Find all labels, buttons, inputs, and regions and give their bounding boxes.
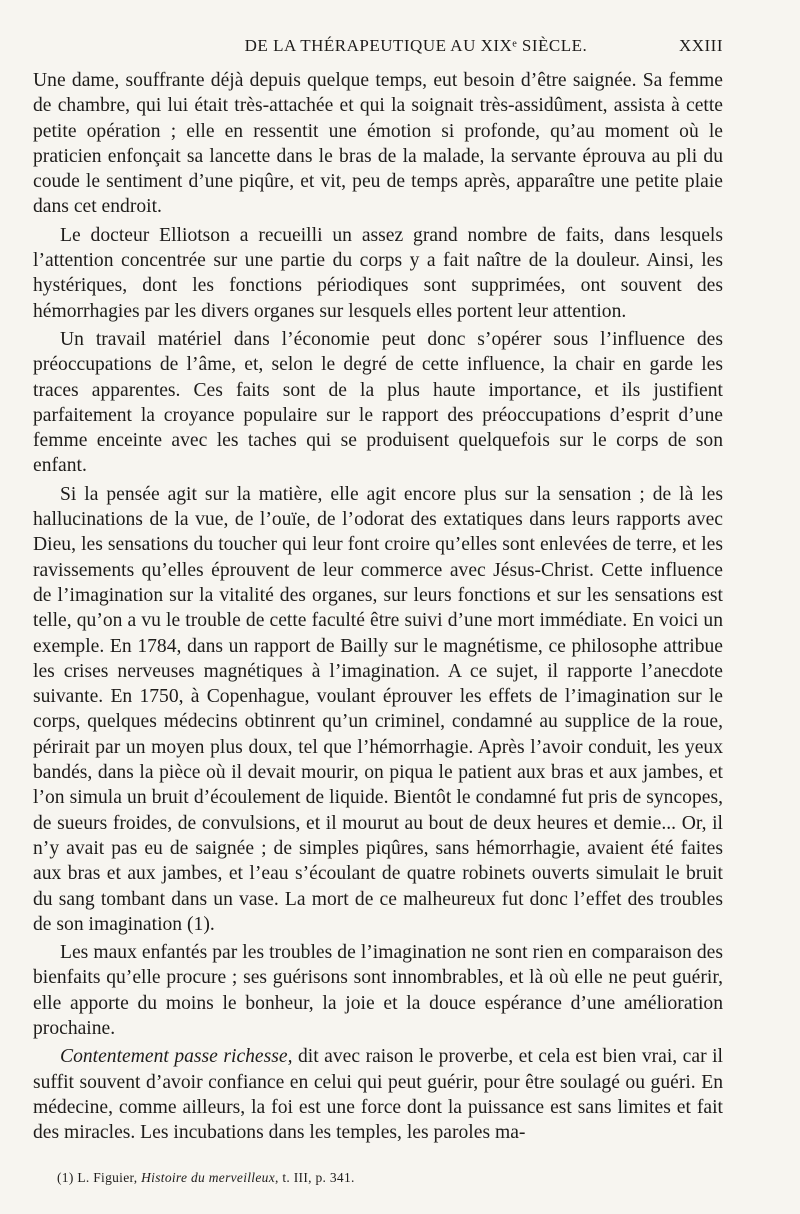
- footnote: [57, 1170, 355, 1186]
- page-number: XXIII: [678, 36, 723, 55]
- body-text: [33, 68, 723, 1145]
- footnote-reference: , t. III, p. 341.: [275, 1170, 355, 1185]
- book-page: [33, 36, 723, 1145]
- paragraph-1: [33, 68, 723, 220]
- footnote-marker: (1) L. Figuier,: [57, 1170, 142, 1185]
- running-head-title: DE LA THÉRAPEUTIQUE AU XIXᵉ SIÈCLE.: [244, 36, 588, 55]
- running-head: [33, 36, 723, 66]
- paragraph-text: dit avec raison le proverbe, et cela est bien vrai, car il suffit souvent d’avoir confiance en celui qui peut guérir, pour être soulagé ou guéri. En médecine, comme ailleurs, la foi est une force dont la puissance est sans limites et fait des miracles. Les incubations dans les temples, les paroles ma-: [33, 1046, 723, 1144]
- paragraph-4: [33, 482, 723, 937]
- paragraph-text: Si la pensée agit sur la matière, elle agit encore plus sur la sensation ; de là les hallucinations de la vue, de l’ouïe, de l’odorat des extatiques dans leurs rapports avec Dieu, les sensations du toucher qui leur font croire qu’elles sont enlevées de terre, et les ravissements qu’elles éprouvent de leur commerce avec Jésus-Christ. Cette influence de l’imagination sur la vitalité des organes, sur leurs fonctions et sur les sensations est telle, qu’on a vu le trouble de cette faculté être suivi d’une mort immédiate. En voici un exemple. En 1784, dans un rapport de Bailly sur le magnétisme, ce philosophe attribue les crises nerveuses magnétiques à l’imagination. A ce sujet, il rapporte l’anecdote suivante. En 1750, à Copenhague, voulant éprouver les effets de l’imagination sur le corps, quelques médecins obtinrent qu’un criminel, condamné au supplice de la roue, périrait par un moyen plus doux, tel que l’hémorrhagie. Après l’avoir conduit, les yeux bandés, dans la pièce où il devait mourir, on piqua le patient aux bras et aux jambes, et l’on simula un bruit d’écoulement de liquide. Bientôt le condamné fut pris de syncopes, de sueurs froides, de convulsions, et il mourut au bout de deux heures et demie... Or, il n’y avait pas eu de saignée ; de simples piqûres, sans hémorrhagie, avaient été faites aux bras et aux jambes, et l’eau s’écoulant de quatre robinets ouverts simulait le bruit du sang tombant dans un vase. La mort de ce malheureux fut donc l’effet des troubles de son imagination (1).: [33, 483, 723, 935]
- paragraph-5: [33, 940, 723, 1041]
- paragraph-text: Le docteur Elliotson a recueilli un assez grand nombre de faits, dans lesquels l’attention concentrée sur une partie du corps y a fait naître de la douleur. Ainsi, les hystériques, dont les fonctions périodiques sont supprimées, ont souvent des hémorrhagies par les divers organes sur lesquels elles portent leur attention.: [33, 224, 723, 322]
- proverb-italic: Contentement passe richesse,: [60, 1046, 293, 1068]
- paragraph-text: Les maux enfantés par les troubles de l’imagination ne sont rien en comparaison des bienfaits qu’elle procure ; ses guérisons sont innombrables, et là où elle ne peut guérir, elle apporte du moins le bonheur, la joie et la douce espérance d’une amélioration prochaine.: [33, 942, 723, 1039]
- paragraph-text: Une dame, souffrante déjà depuis quelque temps, eut besoin d’être saignée. Sa femme de chambre, qui lui était très-attachée et qui la soignait très-assidûment, assista à cette petite opération ; elle en ressentit une émotion si profonde, qu’au moment où le praticien enfonçait sa lancette dans le bras de la malade, la servante éprouva au pli du coude le sentiment d’une piqûre, et vit, peu de temps après, apparaître une petite plaie dans cet endroit.: [33, 70, 723, 218]
- paragraph-6: [33, 1044, 723, 1145]
- footnote-work-title: Histoire du merveilleux: [141, 1170, 275, 1185]
- paragraph-2: [33, 223, 723, 324]
- paragraph-3: [33, 327, 723, 479]
- paragraph-text: Un travail matériel dans l’économie peut donc s’opérer sous l’influence des préoccupations de l’âme, et, selon le degré de cette influence, la chair en garde les traces apparentes. Ces faits sont de la plus haute importance, et ils justifient parfaitement la croyance populaire sur le rapport des préoccupations d’esprit d’une femme enceinte avec les taches qui se produisent quelquefois sur le corps de son enfant.: [33, 328, 723, 477]
